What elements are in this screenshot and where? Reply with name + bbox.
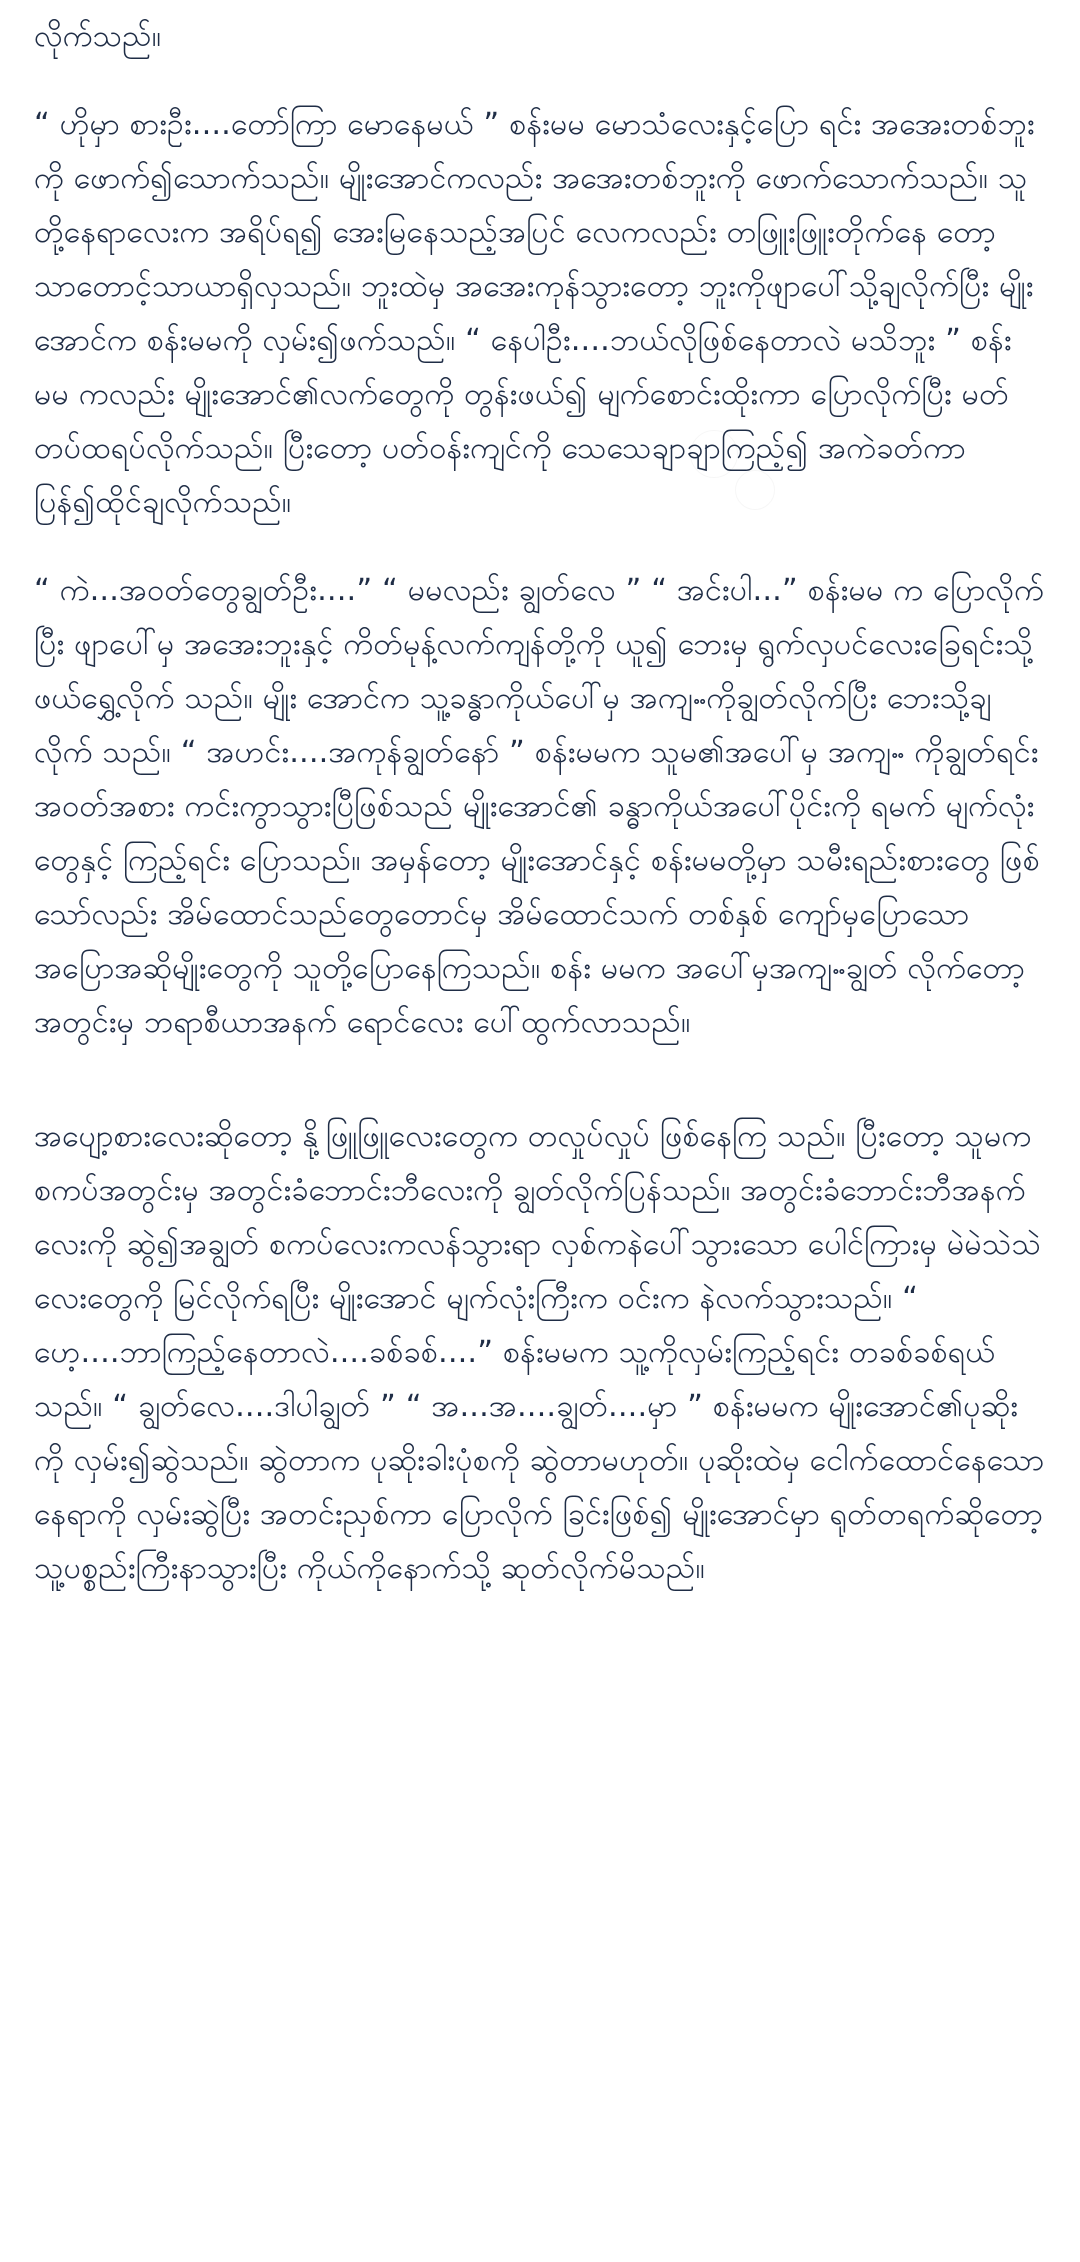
page-top-clip xyxy=(34,0,1046,10)
paragraph-4: အပျော့စားလေးဆိုတော့ နို့ဖြူဖြူလေးတွေက တလှုပ်လှုပ် ဖြစ်နေကြ သည်။ ပြီးတော့ သူမက စကပ်အတွင်းမှ အတွင်းခံဘောင်းဘီလေးကို ချွတ်လိုက်ပြန်သည်။ အတွင်းခံဘောင်းဘီအနက်လေးကို ဆွဲ၍အချွတ် စကပ်လေးကလန်သွားရာ လှစ်ကနဲပေါ်သွားသော ပေါင်ကြားမှ မဲမဲသဲသဲလေးတွေကို မြင်လိုက်ရပြီး မျိုးအောင် မျက်လုံးကြီးက ဝင်းက နဲလက်သွားသည်။ “ ဟေ့....ဘာကြည့်နေတာလဲ....ခစ်ခစ်....” စန်းမမက သူ့ကိုလှမ်းကြည့်ရင်း တခစ်ခစ်ရယ်သည်။ “ ချွတ်လေ....ဒါပါချွတ် ” “ အ...အ....ချွတ်....မှာ ” စန်းမမက မျိုးအောင်၏ပုဆိုးကို လှမ်း၍ဆွဲသည်။ ဆွဲတာက ပုဆိုးခါးပုံစကို ဆွဲတာမဟုတ်။ ပုဆိုးထဲမှ ငေါက်ထောင်နေသော နေရာကို လှမ်းဆွဲပြီး အတင်းညှစ်ကာ ပြောလိုက် ခြင်းဖြစ်၍ မျိုးအောင်မှာ ရုတ်တရက်ဆိုတော့ သူ့ပစ္စည်းကြီးနာသွားပြီး ကိုယ်ကိုနောက်သို့ ဆုတ်လိုက်မိသည်။ xyxy=(34,1119,1045,1586)
paragraph-1: လိုက်သည်။ xyxy=(34,19,162,54)
paragraph-3: “ ကဲ...အဝတ်တွေချွတ်ဦး....” “ မမလည်း ချွတ်လေ ” “ အင်းပါ...” စန်းမမ က ပြောလိုက်ပြီး ဖျာပေါ်မှ အအေးဘူးနှင့် ကိတ်မုန့်လက်ကျန်တို့ကို ယူ၍ ဘေးမှ ရွက်လှပင်လေးခြေရင်းသို့ ဖယ်ရွှေ့လိုက် သည်။ မျိုး အောင်က သူ့ခန္ဓာကိုယ်ပေါ်မှ အကျႌကိုချွတ်လိုက်ပြီး ဘေးသို့ချလိုက် သည်။ “ အဟင်း....အကုန်ချွတ်နော် ” စန်းမမက သူမ၏အပေါ်မှ အကျႌ ကိုချွတ်ရင်း အဝတ်အစား ကင်းကွာသွားပြီဖြစ်သည် မျိုးအောင်၏ ခန္ဓာကိုယ်အပေါ်ပိုင်းကို ရမက် မျက်လုံးတွေနှင့် ကြည့်ရင်း ပြောသည်။ အမှန်တော့ မျိုးအောင်နှင့် စန်းမမတို့မှာ သမီးရည်းစားတွေ ဖြစ် သော်လည်း အိမ်ထောင်သည်တွေတောင်မှ အိမ်ထောင်သက် တစ်နှစ် ကျော်မှပြောသော အပြောအဆိုမျိုးတွေကို သူတို့ပြောနေကြသည်။ စန်း မမက အပေါ်မှအကျႌချွတ် လိုက်တော့ အတွင်းမှ ဘရာစီယာအနက် ရောင်လေး ပေါ်ထွက်လာသည်။ xyxy=(34,573,1045,1040)
paragraph-spacer xyxy=(34,1084,1046,1110)
paragraph-2: “ ဟိုမှာ စားဦး....တော်ကြာ မောနေမယ် ” စန်းမမ မောသံလေးနှင့်ပြော ရင်း အအေးတစ်ဘူးကို ဖောက်၍သောက်သည်။ မျိုးအောင်ကလည်း အအေးတစ်ဘူးကို ဖောက်သောက်သည်။ သူတို့နေရာလေးက အရိပ်ရ၍ အေးမြနေသည့်အပြင် လေကလည်း တဖြူးဖြူးတိုက်နေ တော့ သာတောင့်သာယာရှိလှသည်။ ဘူးထဲမှ အအေးကုန်သွားတော့ ဘူးကိုဖျာပေါ်သို့ချလိုက်ပြီး မျိုးအောင်က စန်းမမကို လှမ်း၍ဖက်သည်။ “ နေပါဦး....ဘယ်လိုဖြစ်နေတာလဲ မသိဘူး ” စန်းမမ ကလည်း မျိုးအောင်၏လက်တွေကို တွန်းဖယ်၍ မျက်စောင်းထိုးကာ ပြောလိုက်ပြီး မတ်တပ်ထရပ်လိုက်သည်။ ပြီးတော့ ပတ်ဝန်းကျင်ကို သေသေချာချာကြည့်၍ အကဲခတ်ကာ ပြန်၍ထိုင်ချလိုက်သည်။ xyxy=(34,107,1035,520)
